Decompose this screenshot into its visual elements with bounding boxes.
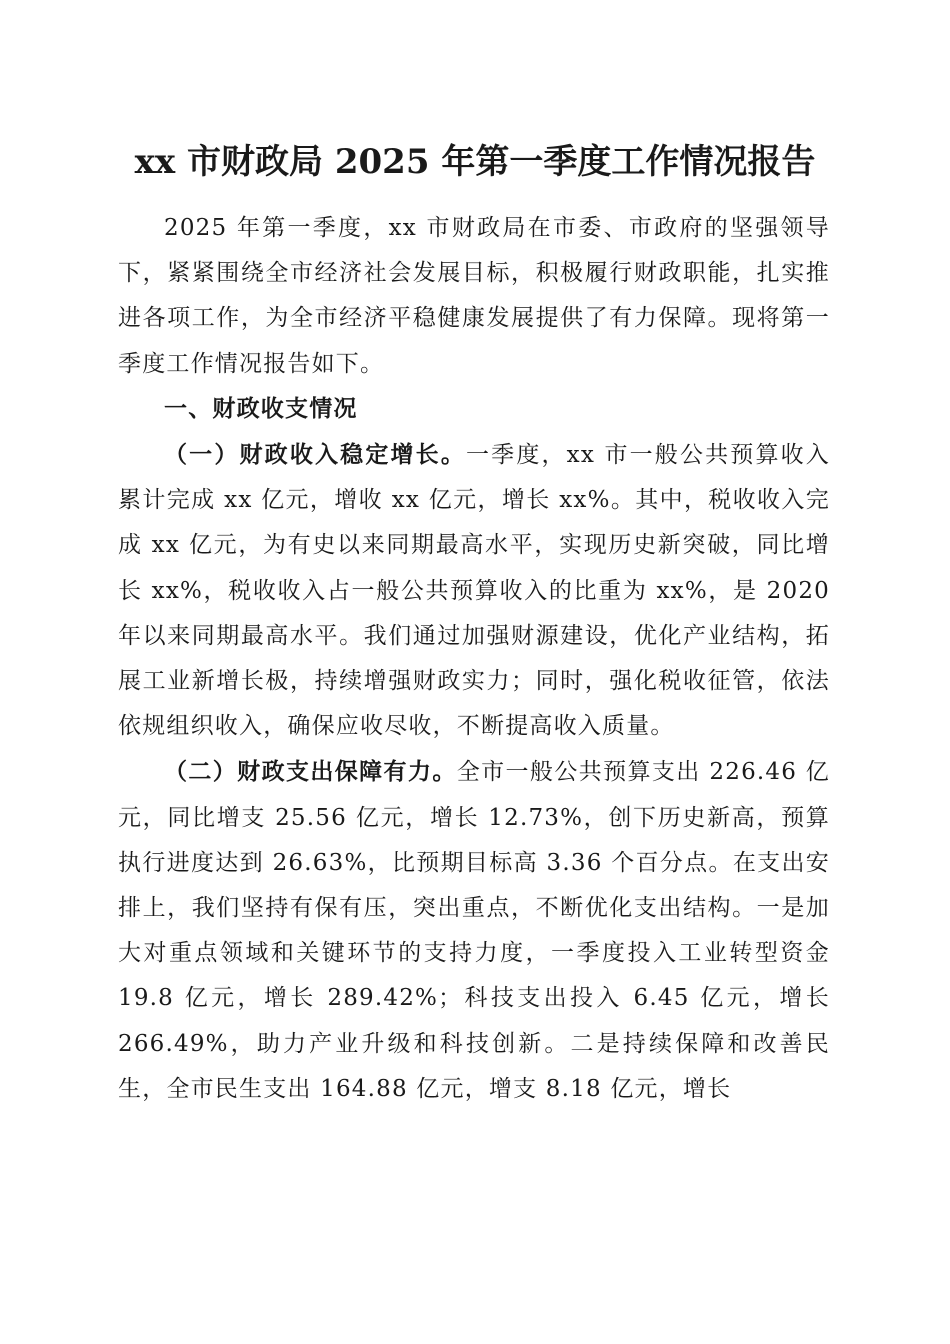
document-body — [118, 206, 830, 1112]
expenditure-lead: （二）财政支出保障有力。 — [164, 758, 457, 786]
revenue-paragraph — [118, 432, 830, 749]
document-title: xx 市财政局 2025 年第一季度工作情况报告 — [134, 142, 816, 182]
expenditure-text: 全市一般公共预算支出 226.46 亿元，同比增支 25.56 亿元，增长 12.73%，创下历史新高，预算执行进度达到 26.63%，比预期目标高 3.36 个百分点。在支出安排上，我们坚持有保有压，突出重点，不断优化支出结构。一是加大对重点领域和关键环节的支持力度，一季度投入工业转型资金 19.8 亿元，增长 289.42%；科技支出投入 6.45 亿元，增长 266.49%，助力产业升级和科技创新。二是持续保障和改善民生，全市民生支出 164.88 亿元，增支 8.18 亿元，增长 — [118, 759, 830, 1102]
intro-paragraph: 2025 年第一季度，xx 市财政局在市委、市政府的坚强领导下，紧紧围绕全市经济社会发展目标，积极履行财政职能，扎实推进各项工作，为全市经济平稳健康发展提供了有力保障。现将第一季度工作情况报告如下。 — [118, 215, 830, 377]
revenue-lead: （一）财政收入稳定增长。 — [164, 441, 466, 469]
revenue-text: 一季度，xx 市一般公共预算收入累计完成 xx 亿元，增收 xx 亿元，增长 xx%。其中，税收收入完成 xx 亿元，为有史以来同期最高水平，实现历史新突破，同比增长 xx%，税收收入占一般公共预算收入的比重为 xx%，是 2020 年以来同期最高水平。我们通过加强财源建设，优化产业结构，拓展工业新增长极，持续增强财政实力；同时，强化税收征管，依法依规组织收入，确保应收尽收，不断提高收入质量。 — [118, 442, 830, 740]
section-heading: 一、财政收支情况 — [164, 395, 358, 422]
expenditure-paragraph — [118, 749, 830, 1112]
